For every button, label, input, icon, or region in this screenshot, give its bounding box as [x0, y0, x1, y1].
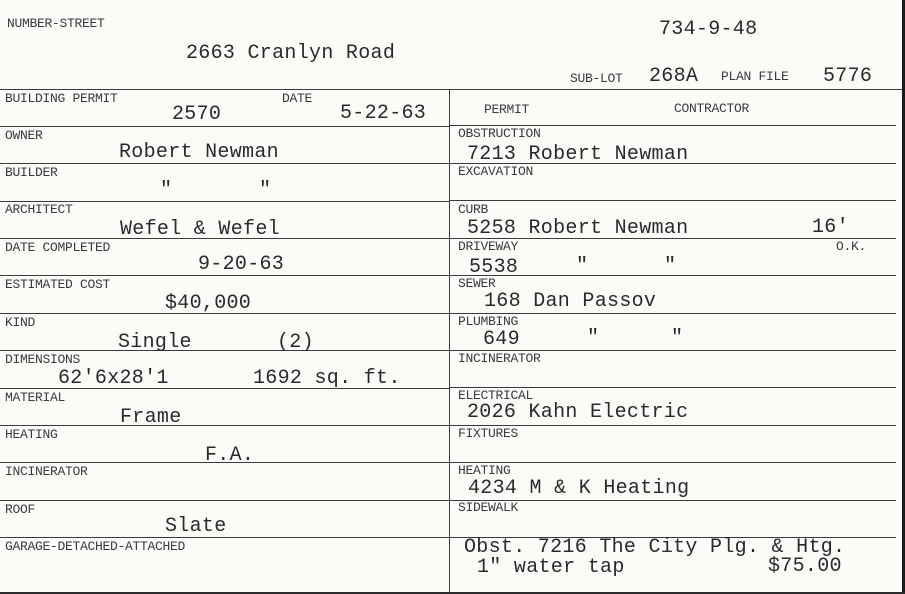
sidewalk-line-2: 1" water tap — [477, 556, 625, 579]
plan-file-label: PLAN FILE — [721, 69, 789, 84]
date-label: DATE — [282, 91, 313, 106]
driveway-note: O.K. — [836, 239, 867, 254]
building-permit-label: BUILDING PERMIT — [5, 91, 118, 106]
plan-file-value: 5776 — [823, 65, 873, 88]
sublot-label: SUB-LOT — [570, 71, 623, 86]
column-divider — [449, 89, 450, 594]
sidewalk-label: SIDEWALK — [458, 500, 519, 515]
sidewalk-amount: $75.00 — [768, 555, 842, 578]
obstruction-value: 7213 Robert Newman — [467, 143, 689, 166]
curb-note: 16' — [812, 216, 849, 239]
kind-count: (2) — [277, 331, 314, 354]
owner-value: Robert Newman — [119, 141, 279, 164]
owner-label: OWNER — [5, 128, 43, 143]
number-street-label: NUMBER-STREET — [7, 16, 105, 31]
driveway-label: DRIVEWAY — [458, 239, 519, 254]
plumbing-ditto: " — [671, 327, 684, 350]
sidewalk-line-1: Obst. 7216 The City Plg. & Htg. — [464, 536, 846, 559]
plumbing-label: PLUMBING — [458, 314, 519, 329]
rule-left — [0, 425, 449, 426]
rule-right — [449, 462, 896, 463]
date-completed-value: 9-20-63 — [198, 253, 285, 276]
sublot-value: 268A — [649, 65, 699, 88]
curb-value: 5258 Robert Newman — [467, 217, 689, 240]
plumbing-ditto: " — [587, 327, 600, 350]
kind-value: Single — [118, 331, 192, 354]
obstruction-label: OBSTRUCTION — [458, 126, 541, 141]
building-permit-value: 2570 — [172, 103, 222, 126]
kind-label: KIND — [5, 315, 36, 330]
date-completed-label: DATE COMPLETED — [5, 240, 111, 255]
card-number: 734-9-48 — [659, 18, 758, 41]
fixtures-label: FIXTURES — [458, 426, 519, 441]
builder-ditto: " — [259, 179, 272, 202]
heating-label: HEATING — [5, 427, 58, 442]
electrical-label: ELECTRICAL — [458, 388, 534, 403]
address: 2663 Cranlyn Road — [186, 42, 396, 65]
dimensions-label: DIMENSIONS — [5, 352, 81, 367]
sewer-label: SEWER — [458, 276, 496, 291]
heating-value: F.A. — [205, 444, 255, 467]
roof-label: ROOF — [5, 502, 36, 517]
heating-right-value: 4234 M & K Heating — [468, 477, 690, 500]
plumbing-permit: 649 — [483, 328, 520, 351]
driveway-permit: 5538 — [469, 256, 519, 279]
roof-value: Slate — [165, 515, 227, 538]
electrical-value: 2026 Kahn Electric — [467, 401, 689, 424]
rule-left — [0, 350, 449, 351]
builder-label: BUILDER — [5, 165, 58, 180]
builder-ditto: " — [160, 179, 173, 202]
date-value: 5-22-63 — [340, 102, 427, 125]
incinerator-right-label: INCINERATOR — [458, 351, 541, 366]
material-value: Frame — [120, 406, 182, 429]
sewer-value: 168 Dan Passov — [484, 290, 657, 313]
material-label: MATERIAL — [5, 390, 66, 405]
architect-value: Wefel & Wefel — [120, 218, 280, 241]
excavation-label: EXCAVATION — [458, 164, 534, 179]
estimated-cost-value: $40,000 — [165, 292, 252, 315]
curb-label: CURB — [458, 202, 489, 217]
dimensions-value: 62'6x28'1 — [58, 367, 169, 390]
rule-header — [0, 89, 905, 90]
rule-left — [0, 500, 449, 501]
rule-right — [449, 200, 896, 201]
permit-column-header: PERMIT — [484, 102, 530, 117]
estimated-cost-label: ESTIMATED COST — [5, 277, 111, 292]
heating-right-label: HEATING — [458, 463, 511, 478]
driveway-ditto: " — [664, 255, 677, 278]
rule-left — [0, 126, 449, 127]
area-value: 1692 sq. ft. — [253, 367, 401, 390]
contractor-column-header: CONTRACTOR — [674, 101, 750, 116]
architect-label: ARCHITECT — [5, 202, 73, 217]
garage-label: GARAGE-DETACHED-ATTACHED — [5, 539, 186, 554]
driveway-ditto: " — [576, 255, 589, 278]
incinerator-label: INCINERATOR — [5, 464, 88, 479]
